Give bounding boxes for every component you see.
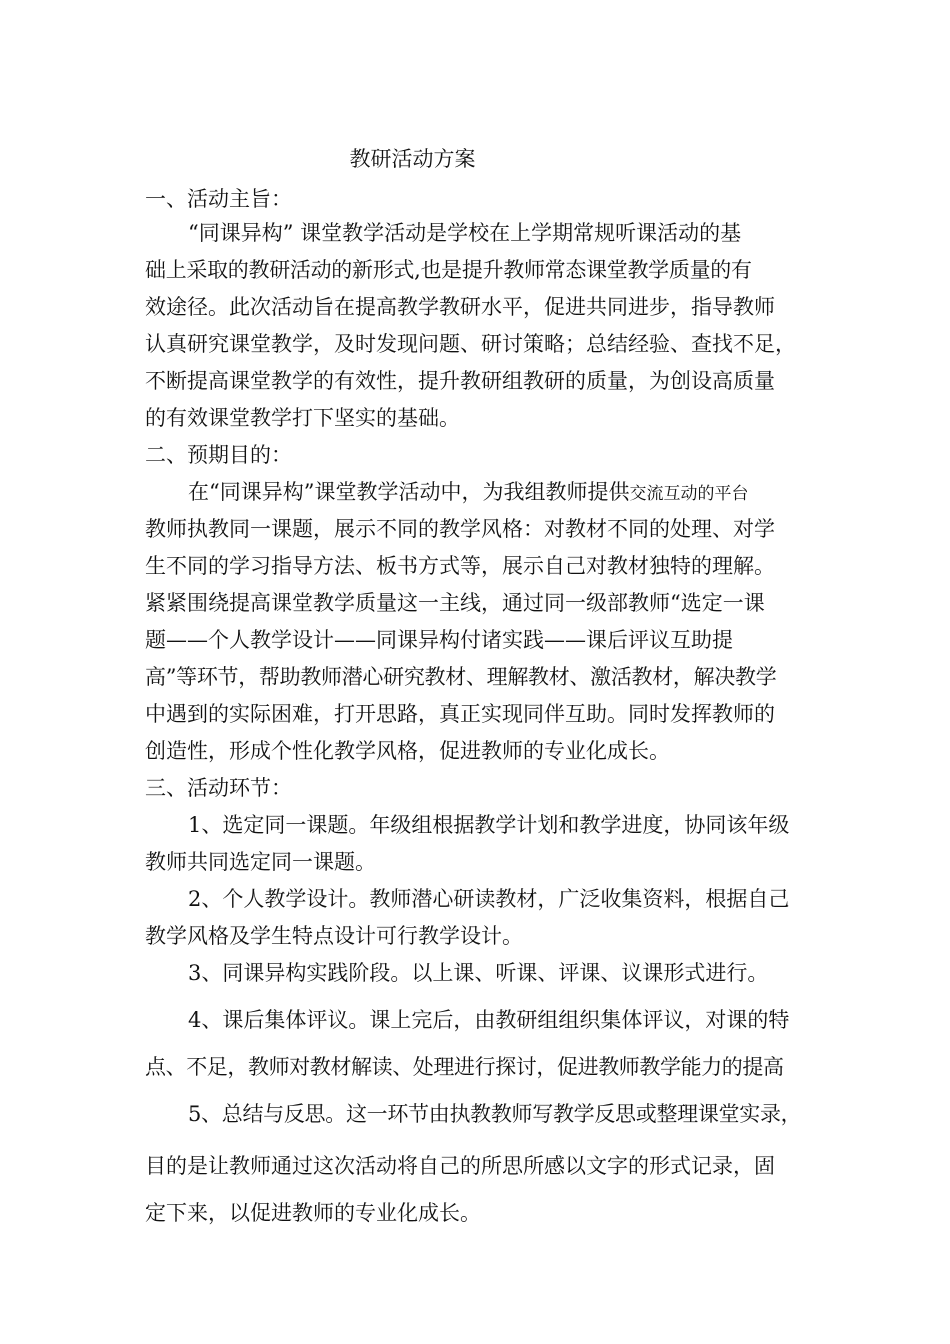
paragraph-text: 在“同课异构”课堂教学活动中，为我组教师提供	[188, 480, 630, 504]
paragraph-line: 教师执教同一课题，展示不同的教学风格：对教材不同的处理、对学	[145, 517, 775, 541]
document-title: 教研活动方案	[349, 147, 476, 171]
paragraph-line: 生不同的学习指导方法、板书方式等，展示自己对教材独特的理解。	[145, 554, 775, 578]
paragraph-line: 紧紧围绕提高课堂教学质量这一主线，通过同一级部教师“选定一课	[145, 591, 765, 615]
paragraph-line: 认真研究课堂教学，及时发现问题、研讨策略；总结经验、查找不足，	[145, 332, 796, 356]
paragraph-line: 效途径。此次活动旨在提高教学教研水平，促进共同进步，指导教师	[145, 295, 775, 319]
section-heading: 三、活动环节：	[145, 776, 292, 800]
list-item: 2、个人教学设计。教师潜心研读教材，广泛收集资料，根据自己	[188, 887, 790, 911]
list-item: 1、选定同一课题。年级组根据教学计划和教学进度，协同该年级	[188, 813, 790, 837]
paragraph-line	[188, 475, 748, 511]
paragraph-line: 题——个人教学设计——同课异构付诸实践——课后评议互助提	[145, 628, 733, 652]
paragraph-line: “同课异构” 课堂教学活动是学校在上学期常规听课活动的基	[188, 221, 742, 245]
paragraph-line: 的有效课堂教学打下坚实的基础。	[145, 406, 460, 430]
list-item-continuation: 定下来，以促进教师的专业化成长。	[145, 1201, 481, 1225]
list-item: 3、同课异构实践阶段。以上课、听课、评课、议课形式进行。	[188, 961, 769, 985]
section-heading: 二、预期目的：	[145, 443, 292, 467]
list-item-continuation: 教学风格及学生特点设计可行教学设计。	[145, 924, 523, 948]
paragraph-line: 高”等环节，帮助教师潜心研究教材、理解教材、激活教材，解决教学	[145, 665, 777, 689]
paragraph-line: 中遇到的实际困难，打开思路，真正实现同伴互助。同时发挥教师的	[145, 702, 775, 726]
list-item: 4、课后集体评议。课上完后，由教研组组织集体评议，对课的特	[188, 1008, 790, 1032]
list-item-continuation: 点、不足，教师对教材解读、处理进行探讨，促进教师教学能力的提高	[145, 1055, 784, 1079]
paragraph-text-small: 交流互动的平台	[629, 484, 749, 504]
paragraph-line: 础上采取的教研活动的新形式,也是提升教师常态课堂教学质量的有	[145, 258, 752, 282]
paragraph-line: 不断提高课堂教学的有效性，提升教研组教研的质量，为创设高质量	[145, 369, 775, 393]
list-item-continuation: 教师共同选定同一课题。	[145, 850, 376, 874]
section-heading: 一、活动主旨：	[145, 187, 292, 211]
list-item: 5、总结与反思。这一环节由执教教师写教学反思或整理课堂实录，	[188, 1102, 802, 1126]
list-item-continuation: 目的是让教师通过这次活动将自己的所思所感以文字的形式记录，固	[145, 1154, 775, 1178]
paragraph-line: 创造性，形成个性化教学风格，促进教师的专业化成长。	[145, 739, 670, 763]
